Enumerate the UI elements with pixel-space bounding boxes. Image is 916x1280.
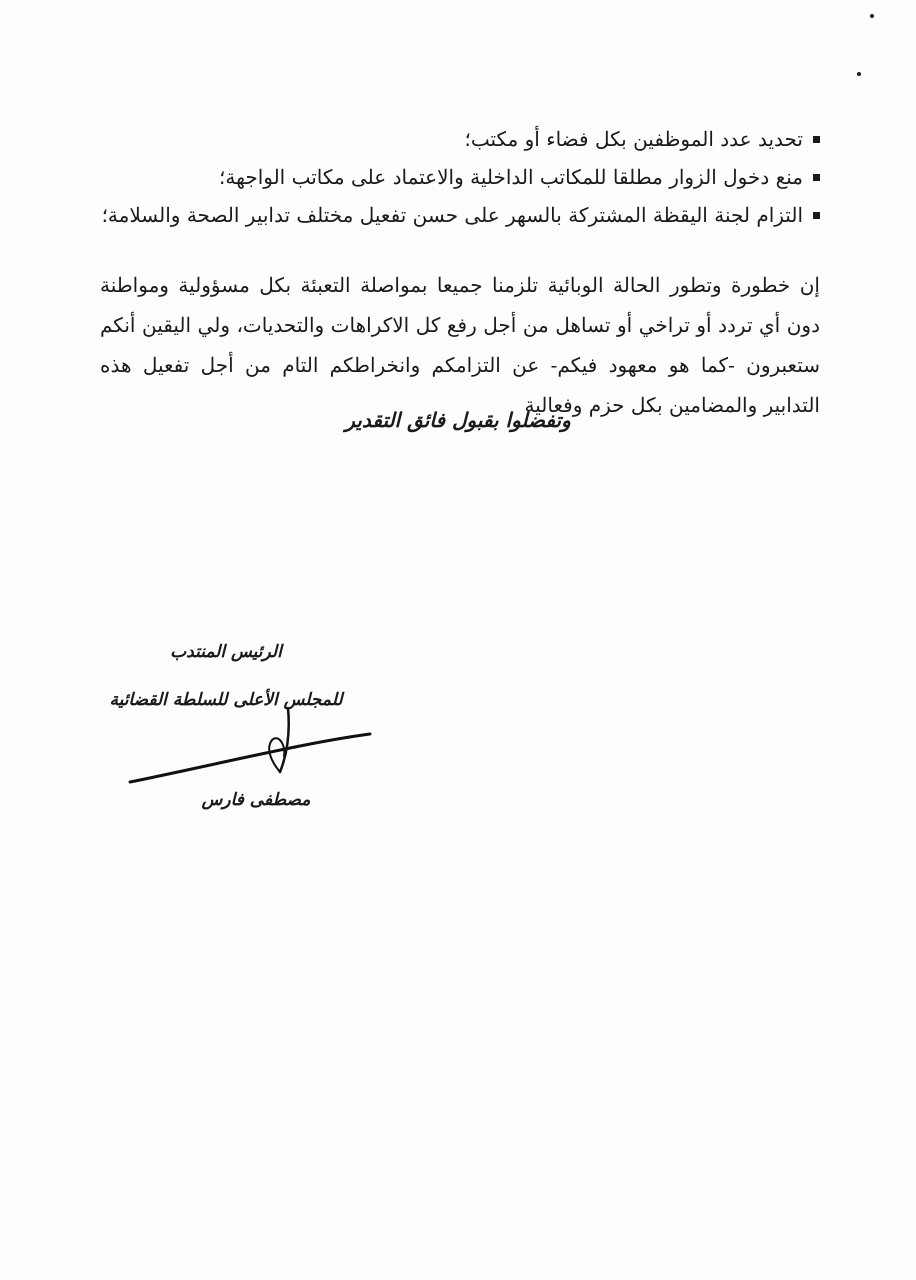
bullet-square-icon xyxy=(813,174,820,181)
bullet-square-icon xyxy=(813,212,820,219)
bullet-square-icon xyxy=(813,136,820,143)
body-paragraph: إن خطورة وتطور الحالة الوبائية تلزمنا جميعا بمواصلة التعبئة بكل مسؤولية ومواطنة دون أي تردد أو تراخي أو تساهل من أجل رفع كل الاكراهات والتحديات، ولي اليقين أنكم ستعبرون -كما هو معهود فيكم- عن التزامكم وانخراطكم التام من أجل تفعيل هذه التدابير والمضامين بكل حزم وفعالية xyxy=(100,273,820,417)
signatory-title: الرئيس المنتدب xyxy=(170,642,282,662)
list-item xyxy=(100,120,820,158)
bullet-text: تحديد عدد الموظفين بكل فضاء أو مكتب؛ xyxy=(464,127,803,151)
closing-salutation: وتفضلوا بقبول فائق التقدير xyxy=(345,408,571,432)
bullet-text: التزام لجنة اليقظة المشتركة بالسهر على حسن تفعيل مختلف تدابير الصحة والسلامة؛ xyxy=(101,203,803,227)
scan-dot-mark xyxy=(870,14,874,18)
signatory-institution: للمجلس الأعلى للسلطة القضائية xyxy=(109,690,343,710)
list-item xyxy=(100,158,820,196)
bullet-text: منع دخول الزوار مطلقا للمكاتب الداخلية والاعتماد على مكاتب الواجهة؛ xyxy=(219,165,803,189)
measures-list xyxy=(100,120,820,234)
signatory-name: مصطفى فارس xyxy=(201,790,311,810)
list-item xyxy=(100,196,820,234)
scan-dot-mark xyxy=(857,72,861,76)
